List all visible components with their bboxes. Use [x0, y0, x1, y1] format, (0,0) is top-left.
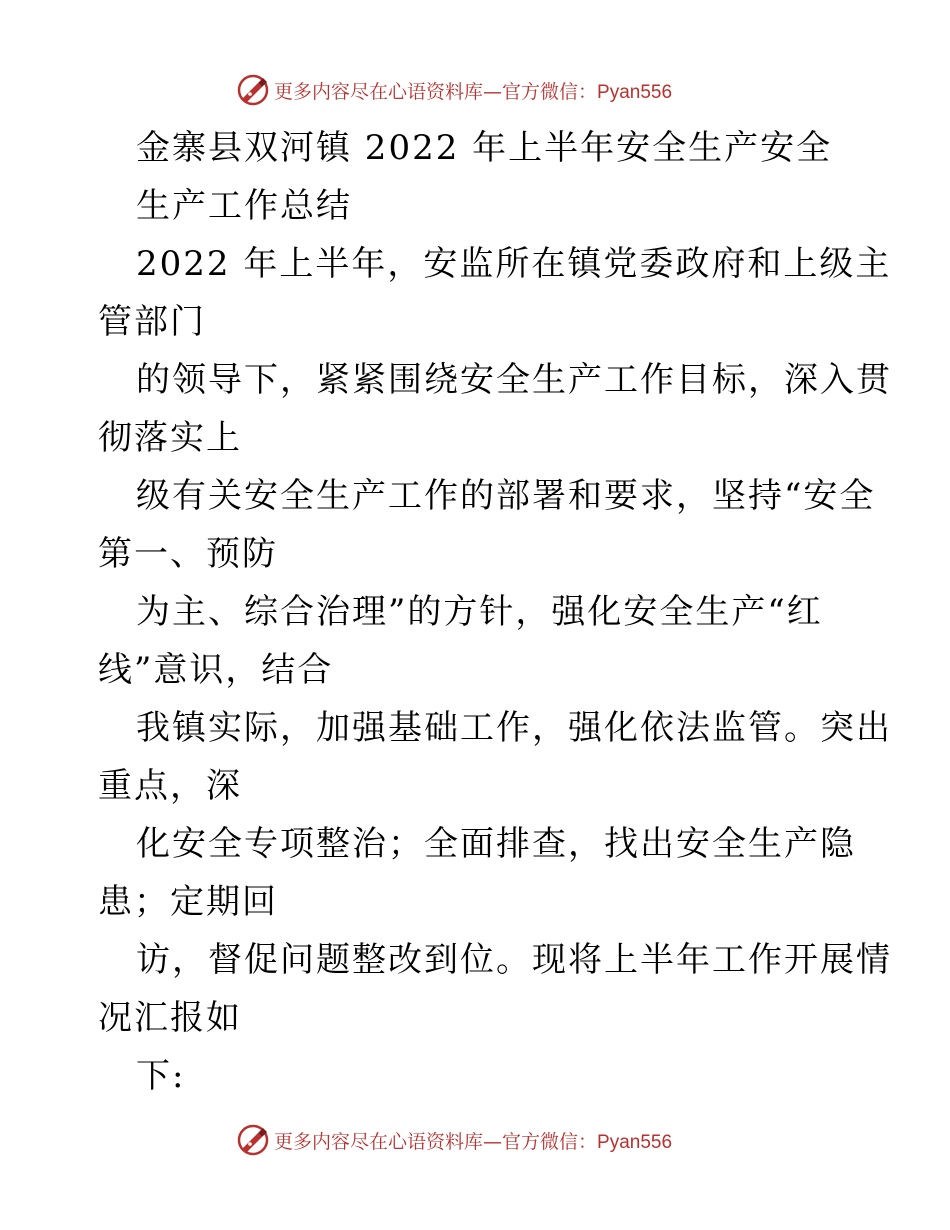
header-watermark: [236, 72, 672, 108]
watermark-text-cn: 更多内容尽在心语资料库—官方微信：: [274, 80, 598, 103]
doc-line: 级有关安全生产工作的部署和要求，坚持“安全: [136, 476, 876, 516]
doc-line: 彻落实上: [98, 418, 242, 458]
doc-line: 化安全专项整治；全面排查，找出安全生产隐: [136, 824, 856, 864]
doc-line: 下:: [136, 1056, 186, 1096]
doc-line: 第一、预防: [98, 534, 278, 574]
watermark-text-en: Pyan556: [597, 1131, 673, 1153]
doc-line: 我镇实际，加强基础工作，强化依法监管。突出: [136, 708, 892, 748]
footer-watermark: [236, 1122, 672, 1158]
doc-line: 况汇报如: [98, 998, 242, 1038]
doc-line: 为主、综合治理”的方针，强化安全生产“红: [136, 592, 823, 632]
doc-line: 的领导下，紧紧围绕安全生产工作目标，深入贯: [136, 360, 892, 400]
doc-title-line-1: 金寨县双河镇 2022 年上半年安全生产安全: [136, 128, 833, 168]
doc-line: 患；定期回: [98, 882, 278, 922]
doc-line: 2022 年上半年，安监所在镇党委政府和上级主: [136, 244, 892, 284]
doc-line: 重点，深: [98, 766, 242, 806]
watermark-text-cn: 更多内容尽在心语资料库—官方微信：: [274, 1130, 598, 1153]
doc-line: 访，督促问题整改到位。现将上半年工作开展情: [136, 940, 892, 980]
pen-nib-logo-icon: [236, 73, 270, 107]
doc-title-line-2: 生产工作总结: [136, 186, 352, 226]
pen-nib-logo-icon: [236, 1123, 270, 1157]
doc-line: 线”意识，结合: [98, 650, 334, 690]
doc-line: 管部门: [98, 302, 206, 342]
watermark-text-en: Pyan556: [597, 81, 673, 103]
